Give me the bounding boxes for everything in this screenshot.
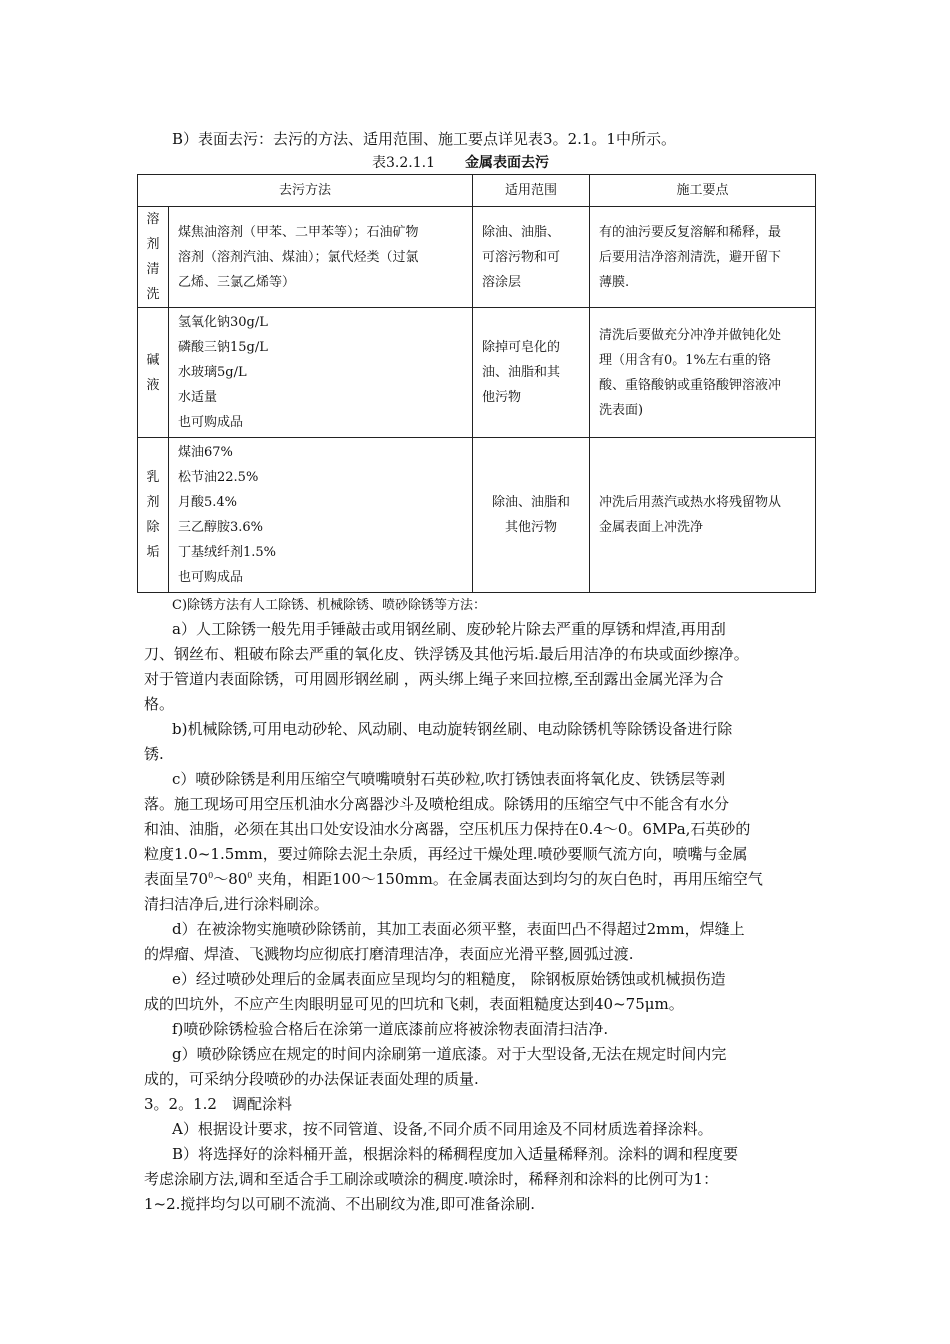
- category-char: 溶: [146, 212, 160, 227]
- paragraph-c-line: 和油、油脂，必须在其出口处安设油水分离器，空压机压力保持在0.4～0。6MPa,石英砂的: [144, 820, 751, 838]
- paragraph-c-line: 粒度1.0~1.5mm，要过筛除去泥土杂质，再经过干燥处理.喷砂要顺气流方向，喷嘴与金属: [144, 845, 748, 863]
- paragraph-c-line: 清扫洁净后,进行涂料刷涂。: [144, 895, 329, 913]
- header-points: 施工要点: [590, 175, 816, 207]
- surface-cleaning-table: [137, 174, 816, 593]
- method-line: 溶剂（溶剂汽油、煤油）；氯代烃类（过氯: [178, 249, 419, 265]
- section-c-title: C)除锈方法有人工除锈、机械除锈、喷砂除锈等方法：: [172, 598, 487, 613]
- table-caption: [372, 152, 549, 172]
- text-segment: 表面呈70: [144, 870, 209, 888]
- degree-superscript: 0: [208, 871, 214, 880]
- method-line: 也可购成品: [178, 415, 244, 430]
- category-cell: [138, 308, 169, 438]
- points-line: 金属表面上冲洗净: [599, 520, 704, 535]
- paragraph-a-line: 刀、钢丝布、粗破布除去严重的氧化皮、铁浮锈及其他污垢.最后用洁净的布块或面纱擦净。: [144, 645, 749, 663]
- category-char: 剂: [146, 237, 160, 252]
- paragraph-g-line: 成的，可采纳分段喷砂的办法保证表面处理的质量.: [144, 1070, 479, 1088]
- scope-line: 除油、油脂、: [482, 224, 561, 240]
- method-cell: [169, 308, 473, 438]
- paragraph-e-line: e）经过喷砂处理后的金属表面应呈现均匀的粗糙度， 除钢板原始锈蚀或机械损伤造: [172, 970, 726, 988]
- method-line: 水适量: [178, 390, 218, 405]
- points-line: 冲洗后用蒸汽或热水将残留物从: [599, 495, 782, 510]
- category-char: 垢: [146, 545, 160, 560]
- points-line: 后要用洁净溶剂清洗，避开留下: [599, 249, 782, 265]
- paragraph-g-line: g）喷砂除锈应在规定的时间内涂刷第一道底漆。对于大型设备,无法在规定时间内完: [172, 1045, 727, 1063]
- points-line: 理（用含有0。1%左右重的铬: [599, 352, 771, 368]
- method-line: 煤焦油溶剂（甲苯、二甲苯等）；石油矿物: [178, 224, 419, 240]
- method-cell: [169, 207, 473, 308]
- scope-line: 其他污物: [505, 520, 558, 535]
- intro-paragraph-b: B）表面去污：去污的方法、适用范围、施工要点详见表3。2.1。1中所示。: [172, 130, 676, 148]
- text-segment: ～80: [213, 870, 248, 888]
- method-line: 水玻璃5g/L: [178, 365, 247, 380]
- paragraph-d-line: d）在被涂物实施喷砂除锈前，其加工表面必须平整，表面凹凸不得超过2mm，焊缝上: [172, 920, 745, 938]
- category-char: 液: [146, 377, 160, 393]
- method-line: 三乙醇胺3.6%: [178, 520, 264, 535]
- paragraph-b-line: 锈.: [144, 745, 164, 763]
- paragraph-A: A）根据设计要求，按不同管道、设备,不同介质不同用途及不同材质选着择涂料。: [172, 1120, 713, 1138]
- method-line: 也可购成品: [178, 570, 244, 585]
- method-line: 月酸5.4%: [178, 495, 238, 510]
- category-cell: [138, 438, 169, 593]
- header-method: 去污方法: [138, 175, 473, 207]
- table-row: [138, 207, 816, 308]
- paragraph-d-line: 的焊瘤、焊渣、飞溅物均应彻底打磨清理洁净，表面应光滑平整,圆弧过渡.: [144, 945, 634, 963]
- scope-line: 溶涂层: [482, 274, 522, 290]
- method-line: 丁基绒纤剂1.5%: [178, 545, 277, 560]
- points-line: 洗表面): [599, 402, 644, 418]
- scope-cell: [473, 308, 590, 438]
- scope-line: 除掉可皂化的: [482, 340, 561, 355]
- scope-cell: [473, 438, 590, 593]
- scope-line: 油、油脂和其: [482, 365, 561, 380]
- paragraph-B-line: 考虑涂刷方法,调和至适合手工刷涂或喷涂的稠度.喷涂时，稀释剂和涂料的比例可为1：: [144, 1170, 719, 1188]
- points-line: 有的油污要反复溶解和稀释，最: [599, 224, 782, 240]
- category-char: 清: [146, 262, 160, 277]
- section-heading: 3。2。1.2 调配涂料: [144, 1095, 292, 1113]
- paragraph-c-line: [144, 868, 763, 889]
- method-line: 松节油22.5%: [178, 470, 259, 485]
- header-scope: 适用范围: [473, 175, 590, 207]
- paragraph-B-line: B）将选择好的涂料桶开盖，根据涂料的稀稠程度加入适量稀释剂。涂料的调和程度要: [172, 1145, 739, 1163]
- points-line: 酸、重铬酸钠或重铬酸钾溶液冲: [599, 377, 782, 393]
- scope-cell: [473, 207, 590, 308]
- paragraph-f: f)喷砂除锈检验合格后在涂第一道底漆前应将被涂物表面清扫洁净.: [172, 1020, 609, 1038]
- table-row: [138, 438, 816, 593]
- scope-line: 他污物: [482, 390, 522, 405]
- paragraph-b-line: b)机械除锈,可用电动砂轮、风动刷、电动旋转钢丝刷、电动除锈机等除锈设备进行除: [172, 720, 733, 738]
- text-segment: 夹角，相距100～150mm。在金属表面达到均匀的灰白色时，再用压缩空气: [252, 870, 763, 888]
- paragraph-c-line: c）喷砂除锈是利用压缩空气喷嘴喷射石英砂粒,吹打锈蚀表面将氧化皮、铁锈层等剥: [172, 770, 726, 788]
- category-char: 剂: [146, 495, 160, 510]
- category-char: 乳: [146, 470, 160, 485]
- paragraph-a-line: a）人工除锈一般先用手锤敲击或用钢丝刷、废砂轮片除去严重的厚锈和焊渣,再用刮: [172, 620, 726, 638]
- points-cell: [590, 438, 816, 593]
- points-line: 薄膜.: [599, 274, 630, 290]
- scope-line: 除油、油脂和: [492, 495, 571, 510]
- paragraph-a-line: 对于管道内表面除锈，可用圆形钢丝刷 ，两头绑上绳子来回拉檫,至刮露出金属光泽为合: [144, 670, 724, 688]
- category-char: 碱: [146, 352, 160, 368]
- points-cell: [590, 308, 816, 438]
- degree-superscript: 0: [247, 871, 253, 880]
- table-row: [138, 308, 816, 438]
- method-line: 乙烯、三氯乙烯等）: [178, 274, 296, 290]
- paragraph-B-line: 1~2.搅拌均匀以可刷不流淌、不出刷纹为准,即可准备涂刷.: [144, 1195, 535, 1213]
- scope-line: 可溶污物和可: [482, 249, 561, 265]
- category-cell: [138, 207, 169, 308]
- points-line: 清洗后要做充分冲净并做钝化处: [599, 327, 782, 343]
- category-char: 除: [146, 520, 160, 535]
- paragraph-e-line: 成的凹坑外，不应产生肉眼明显可见的凹坑和飞刺，表面粗糙度达到40~75μm。: [144, 995, 684, 1013]
- paragraph-c-line: 落。施工现场可用空压机油水分离器沙斗及喷枪组成。除锈用的压缩空气中不能含有水分: [144, 795, 730, 813]
- table-title: 金属表面去污: [464, 155, 549, 171]
- points-cell: [590, 207, 816, 308]
- method-line: 煤油67%: [178, 445, 233, 460]
- paragraph-a-line: 格。: [144, 695, 175, 713]
- method-cell: [169, 438, 473, 593]
- method-line: 氢氧化钠30g/L: [178, 315, 268, 330]
- category-char: 洗: [146, 287, 160, 302]
- table-header-row: [138, 175, 816, 207]
- table-number: 表3.2.1.1: [372, 155, 435, 171]
- method-line: 磷酸三钠15g/L: [178, 340, 268, 355]
